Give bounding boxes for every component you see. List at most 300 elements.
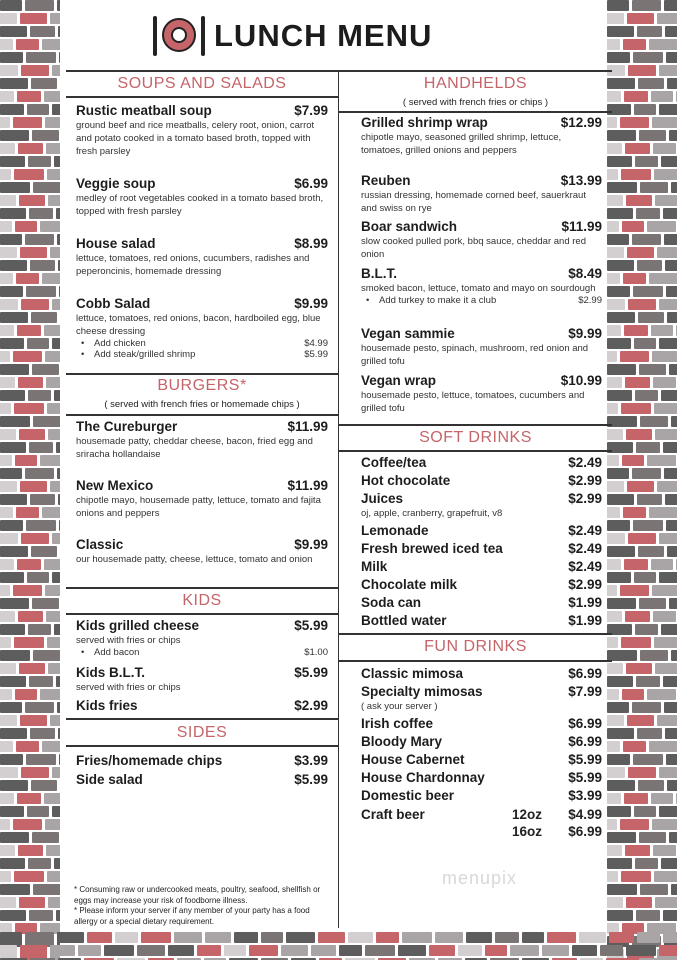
brick	[0, 715, 17, 726]
brick	[639, 364, 666, 375]
brick	[14, 403, 44, 414]
brick	[0, 741, 13, 752]
brick	[33, 884, 60, 895]
brick	[28, 624, 51, 635]
brick	[52, 299, 60, 310]
brick	[634, 572, 656, 583]
brick	[626, 195, 652, 206]
brick	[26, 520, 56, 531]
brick	[47, 637, 60, 648]
brick	[663, 932, 677, 943]
brick	[14, 169, 44, 180]
brick	[19, 429, 45, 440]
menu-item: The Cureburger $11.99 housemade patty, cheddar cheese, bacon, fried egg and sriracha hollandaise	[76, 419, 328, 460]
brick	[620, 585, 649, 596]
brick	[634, 338, 656, 349]
brick	[44, 559, 60, 570]
brick	[622, 689, 644, 700]
brick	[0, 611, 15, 622]
brick	[657, 247, 677, 258]
brick	[655, 897, 677, 908]
brick	[31, 78, 57, 89]
brick	[0, 676, 26, 687]
section-title-kids: KIDS	[182, 592, 222, 609]
brick	[671, 884, 677, 895]
brick	[286, 932, 315, 943]
brick	[42, 507, 60, 518]
brick	[44, 325, 60, 336]
brick	[633, 520, 663, 531]
brick	[627, 247, 654, 258]
brick	[45, 585, 60, 596]
menu-item: Fries/homemade chips $3.99	[76, 753, 328, 768]
brick	[78, 945, 101, 956]
brick	[665, 494, 677, 505]
brick	[0, 104, 24, 115]
brick	[653, 845, 676, 856]
menu-item: Specialty mimosas $7.99 ( ask your server )	[361, 684, 602, 712]
brick	[28, 156, 51, 167]
brick	[56, 208, 60, 219]
brick	[58, 26, 60, 37]
brick	[669, 598, 677, 609]
brick	[653, 143, 676, 154]
menu-item: Vegan wrap $10.99 housemade pesto, lettuce, tomatoes, cucumbers and grilled tofu	[361, 373, 602, 414]
brick	[652, 585, 677, 596]
brick	[33, 182, 60, 193]
brick	[30, 494, 55, 505]
brick	[0, 689, 12, 700]
brick	[42, 39, 60, 50]
brick	[0, 559, 14, 570]
brick	[609, 932, 634, 943]
brick	[45, 117, 60, 128]
brick	[607, 52, 630, 63]
brick	[623, 39, 646, 50]
brick	[622, 221, 644, 232]
brick	[671, 416, 677, 427]
brick	[665, 728, 677, 739]
brick	[25, 932, 54, 943]
brick	[32, 130, 59, 141]
brick	[0, 130, 29, 141]
brick	[27, 572, 49, 583]
brick	[664, 468, 677, 479]
brick	[0, 702, 22, 713]
brick	[16, 273, 39, 284]
brick	[18, 143, 43, 154]
brick	[651, 793, 673, 804]
menu-item: House Cabernet $5.99	[361, 752, 602, 767]
menu-body	[66, 70, 612, 928]
brick	[398, 945, 426, 956]
brick	[15, 455, 37, 466]
brick	[654, 169, 677, 180]
brick	[21, 65, 49, 76]
brick	[46, 143, 60, 154]
menu-item: Kids B.L.T. $5.99 served with fries or chips	[76, 665, 328, 693]
brick-border-left	[0, 0, 60, 960]
brick	[21, 767, 49, 778]
brick	[649, 273, 677, 284]
brick	[664, 702, 677, 713]
brick	[659, 533, 677, 544]
brick	[0, 143, 15, 154]
brick	[0, 806, 24, 817]
section-title-handhelds: HANDHELDS	[423, 75, 528, 92]
brick	[0, 13, 17, 24]
brick	[0, 650, 30, 661]
brick	[104, 945, 134, 956]
brick	[659, 338, 677, 349]
brick	[52, 767, 60, 778]
brick	[50, 247, 60, 258]
brick	[663, 442, 677, 453]
brick	[639, 598, 666, 609]
menu-item: Classic mimosa $6.99	[361, 666, 602, 681]
brick	[14, 871, 44, 882]
brick	[624, 793, 648, 804]
brick	[0, 260, 27, 271]
brick	[0, 156, 25, 167]
brick	[205, 932, 231, 943]
section-title-soups: SOUPS AND SALADS	[117, 75, 287, 92]
brick	[318, 932, 345, 943]
brick	[669, 364, 677, 375]
brick	[600, 945, 623, 956]
brick	[671, 182, 677, 193]
brick	[636, 442, 660, 453]
brick	[17, 559, 41, 570]
brick	[0, 247, 17, 258]
brick	[21, 299, 49, 310]
brick	[636, 208, 660, 219]
brick	[652, 351, 677, 362]
brick	[0, 338, 24, 349]
brick	[58, 260, 60, 271]
brick	[31, 546, 57, 557]
brick	[638, 312, 664, 323]
brick	[27, 806, 49, 817]
brick	[542, 945, 569, 956]
brick	[25, 0, 54, 11]
brick	[0, 520, 23, 531]
brick	[52, 806, 60, 817]
brick	[667, 78, 677, 89]
brick	[627, 13, 654, 24]
brick	[653, 611, 676, 622]
brick	[621, 403, 651, 414]
addon-line: • Add bacon $1.00	[81, 647, 328, 658]
menu-item: Bottled water $1.99	[361, 613, 602, 628]
brick	[17, 325, 41, 336]
brick	[29, 442, 53, 453]
brick	[21, 533, 49, 544]
brick	[29, 676, 53, 687]
brick	[30, 728, 55, 739]
brick	[638, 546, 664, 557]
brick	[0, 91, 14, 102]
brick	[666, 754, 677, 765]
brick	[628, 299, 656, 310]
brick	[647, 689, 676, 700]
brick	[17, 793, 41, 804]
section-title-fun-drinks: FUN DRINKS	[424, 638, 527, 655]
brick	[0, 624, 25, 635]
brick	[25, 702, 54, 713]
brick	[40, 455, 60, 466]
brick	[654, 403, 677, 414]
brick	[16, 741, 39, 752]
addon-line: • Add steak/grilled shrimp $5.99	[81, 349, 328, 360]
brick	[637, 26, 662, 37]
footnote: * Consuming raw or undercooked meats, poultry, seafood, shellfish or eggs may increase your risk of foodborne illness. * Please inform your server if any member of your party has a food allergy or a special dietary requirement.	[74, 885, 321, 926]
brick	[45, 819, 60, 830]
brick	[174, 932, 202, 943]
brick	[620, 819, 649, 830]
brick	[623, 741, 646, 752]
brick	[657, 481, 677, 492]
brick	[665, 260, 677, 271]
brick	[52, 338, 60, 349]
brick	[52, 65, 60, 76]
brick	[59, 520, 60, 531]
brick	[638, 78, 664, 89]
brick	[0, 312, 28, 323]
brick	[607, 39, 620, 50]
brick	[15, 689, 37, 700]
brick	[0, 832, 29, 843]
brick	[29, 208, 53, 219]
brick	[0, 637, 11, 648]
brick	[0, 65, 18, 76]
brick	[59, 754, 60, 765]
brick	[624, 91, 648, 102]
brick	[661, 624, 677, 635]
brick	[348, 932, 373, 943]
brick	[623, 273, 646, 284]
menu-item: Kids grilled cheese $5.99 served with fries or chips • Add bacon $1.00	[76, 618, 328, 658]
brick	[633, 52, 663, 63]
fork-plate-knife-logo-icon	[150, 14, 208, 58]
section-title-sides: SIDES	[176, 724, 228, 741]
brick	[458, 945, 482, 956]
brick	[0, 533, 18, 544]
menu-item: Chocolate milk $2.99	[361, 577, 602, 592]
brick	[659, 767, 677, 778]
brick	[666, 520, 677, 531]
brick	[48, 429, 60, 440]
addon-line: • Add turkey to make it a club $2.99	[366, 295, 602, 306]
brick	[281, 945, 308, 956]
brick	[0, 871, 11, 882]
brick	[14, 637, 44, 648]
brick	[510, 945, 539, 956]
brick	[50, 13, 60, 24]
brick	[607, 26, 634, 37]
menu-item: Boar sandwich $11.99 slow cooked pulled pork, bbq sauce, cheddar and red onion	[361, 219, 602, 260]
brick	[57, 0, 60, 11]
menu-item: Reuben $13.99 russian dressing, homemade corned beef, sauerkraut and swiss on rye	[361, 173, 602, 214]
brick	[625, 611, 650, 622]
brick	[522, 932, 544, 943]
brick	[47, 403, 60, 414]
brick	[620, 117, 649, 128]
brick	[625, 377, 650, 388]
brick	[621, 871, 651, 882]
brick	[485, 945, 507, 956]
brick	[31, 780, 57, 791]
brick	[0, 299, 18, 310]
brick	[633, 754, 663, 765]
brick	[621, 637, 651, 648]
brick	[30, 260, 55, 271]
brick	[659, 572, 677, 583]
brick	[20, 715, 47, 726]
brick	[667, 546, 677, 557]
brick	[0, 945, 17, 956]
menu-item: Vegan sammie $9.99 housemade pesto, spinach, mushroom, red onion and grilled tofu	[361, 326, 602, 367]
brick	[0, 273, 13, 284]
brick	[621, 169, 651, 180]
brick	[661, 156, 677, 167]
brick	[0, 598, 29, 609]
brick	[26, 754, 56, 765]
brick	[635, 156, 658, 167]
menu-item: Veggie soup $6.99 medley of root vegetables cooked in a tomato based broth, topped with fresh parsley	[76, 176, 328, 217]
brick	[0, 728, 27, 739]
brick	[640, 416, 668, 427]
addon-line: • Add chicken $4.99	[81, 338, 328, 349]
brick	[0, 26, 27, 37]
brick	[19, 897, 45, 908]
brick	[44, 793, 60, 804]
brick	[632, 0, 661, 11]
brick	[649, 39, 677, 50]
brick	[659, 299, 677, 310]
menu-item: Domestic beer $3.99	[361, 788, 602, 803]
brick	[626, 663, 652, 674]
brick	[50, 481, 60, 492]
page-title: LUNCH MENU	[214, 18, 433, 53]
section-subtitle-handhelds: ( served with french fries or chips )	[402, 97, 549, 108]
menu-item: Lemonade $2.49	[361, 523, 602, 538]
brick	[0, 234, 22, 245]
brick	[42, 741, 60, 752]
brick	[627, 481, 654, 492]
menu-item: Irish coffee $6.99	[361, 716, 602, 731]
craft-beer-sizes: 12oz $4.99 16oz $6.99	[512, 807, 602, 839]
brick	[665, 26, 677, 37]
brick	[667, 312, 677, 323]
menu-item: Bloody Mary $6.99	[361, 734, 602, 749]
brick	[46, 845, 60, 856]
brick	[54, 624, 60, 635]
brick	[637, 494, 662, 505]
brick	[0, 468, 22, 479]
brick	[624, 325, 648, 336]
brick	[607, 13, 624, 24]
brick	[647, 455, 676, 466]
brick	[47, 871, 60, 882]
brick	[19, 663, 45, 674]
brick	[261, 932, 283, 943]
brick	[50, 945, 75, 956]
brick	[628, 533, 656, 544]
brick	[57, 702, 60, 713]
menu-item: Cobb Salad $9.99 lettuce, tomatoes, red onions, bacon, hardboiled egg, blue cheese dressing • Add chicken $4.99 • Add steak/grilled shrimp $5.99	[76, 296, 328, 360]
brick	[0, 572, 24, 583]
brick	[58, 728, 60, 739]
brick	[0, 52, 23, 63]
brick	[20, 13, 47, 24]
brick	[632, 468, 661, 479]
brick	[655, 429, 677, 440]
brick	[649, 507, 677, 518]
brick	[0, 208, 26, 219]
brick	[339, 945, 362, 956]
brick	[655, 195, 677, 206]
brick	[659, 945, 677, 956]
brick	[52, 533, 60, 544]
brick	[32, 364, 59, 375]
brick	[0, 351, 10, 362]
brick	[0, 403, 11, 414]
brick	[50, 715, 60, 726]
brick	[57, 932, 84, 943]
brick	[33, 650, 60, 661]
brick	[626, 897, 652, 908]
brick	[27, 104, 49, 115]
brick	[0, 390, 25, 401]
menu-item: Hot chocolate $2.99	[361, 473, 602, 488]
menu-item: B.L.T. $8.49 smoked bacon, lettuce, tomato and mayo on sourdough • Add turkey to make it a club $2.99	[361, 266, 602, 306]
menu-item: Fresh brewed iced tea $2.49	[361, 541, 602, 556]
menu-item: Juices $2.99 oj, apple, cranberry, grapefruit, v8	[361, 491, 602, 519]
brick	[52, 572, 60, 583]
brick	[626, 945, 656, 956]
brick	[26, 286, 56, 297]
brick	[59, 52, 60, 63]
brick	[663, 676, 677, 687]
brick	[25, 468, 54, 479]
brick	[54, 390, 60, 401]
brick	[33, 416, 60, 427]
brick	[640, 650, 668, 661]
brick	[663, 208, 677, 219]
brick	[19, 195, 45, 206]
brick	[168, 945, 194, 956]
brick	[0, 325, 14, 336]
section-subtitle-burgers: ( served with french fries or homemade chips )	[104, 399, 300, 410]
menu-item: House Chardonnay $5.99	[361, 770, 602, 785]
brick	[56, 910, 60, 921]
brick	[633, 286, 663, 297]
brick	[625, 143, 650, 154]
brick	[661, 858, 677, 869]
brick	[28, 858, 51, 869]
menu-item: New Mexico $11.99 chipotle mayo, housemade patty, lettuce, tomato and fajita onions and peppers	[76, 478, 328, 519]
brick	[54, 156, 60, 167]
menu-item: Soda can $1.99	[361, 595, 602, 610]
brick	[667, 780, 677, 791]
brick	[0, 845, 15, 856]
brick	[46, 377, 60, 388]
brick	[18, 611, 43, 622]
brick	[622, 455, 644, 466]
brick	[29, 910, 53, 921]
brick	[45, 351, 60, 362]
